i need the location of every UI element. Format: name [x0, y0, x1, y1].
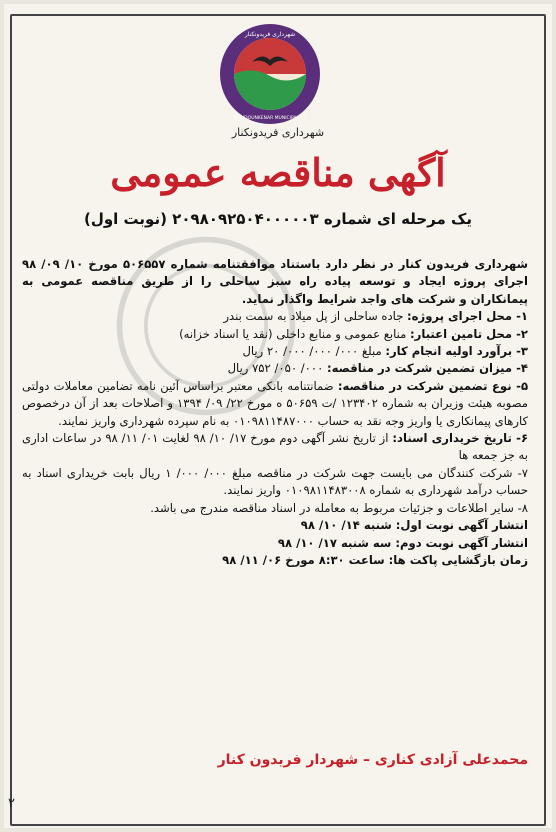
publish-item	[22, 552, 528, 569]
condition-item-text: ۷- شرکت کنندگان می بایست جهت شرکت در مناقصه مبلغ ۰۰۰/ ۰۰۰/ ۱ ریال بابت خریداری اسناد به حساب درآمد شهرداری به شماره ۰۱۰۹۸۱۱۴۸۳۰۰۸ واریز نمایند.	[22, 465, 529, 498]
publish-item	[22, 517, 528, 534]
ad-body	[22, 256, 528, 569]
signature: محمدعلی آزادی کناری – شهردار فریدون کنار	[217, 752, 528, 768]
condition-item-text: ضمانتنامه بانکی معتبر براساس آئین نامه تضامین معاملات دولتی مصوبه هیئت وزیران به شماره ۱۲۳۴۰۲ /ت ۵۰۶۵۹ ه مورخ ۲۲/ ۰۹/ ۱۳۹۴ و اصلاحات بعد از آن درخصوص کارهای پیمانکاری یا واریز وجه نقد به حساب ۰۱۰۹۸۱۱۴۸۷۰۰۰ به نام سپرده شهرداری واریز نمایند.	[22, 378, 529, 428]
publish-item-text: شنبه ۱۴/ ۱۰/ ۹۸	[300, 518, 396, 533]
publish-item-label: زمان بازگشایی پاکت ها:	[388, 552, 528, 567]
condition-item-label: ۶- تاریخ خریداری اسناد:	[392, 431, 529, 446]
condition-item-text: از تاریخ نشر آگهی دوم مورخ ۱۷/ ۱۰/ ۹۸ لغایت ۰۱/ ۱۱/ ۹۸ در ساعات اداری به جز جمعه ها	[22, 431, 528, 463]
condition-item-label: ۵- نوع تضمین شرکت در مناقصه:	[337, 378, 529, 393]
publish-dates	[22, 517, 528, 569]
condition-item-text: ۰۰۰/ ۰۵۰/ ۷۵۲ ریال	[227, 361, 328, 376]
publish-item-label: انتشار آگهی نوبت دوم:	[395, 535, 528, 550]
publish-item-label: انتشار آگهی نوبت اول:	[395, 518, 528, 533]
publish-item-text: سه شنبه ۱۷/ ۱۰/ ۹۸	[277, 535, 396, 550]
condition-item	[22, 430, 528, 465]
condition-item	[22, 326, 528, 343]
condition-item	[22, 378, 528, 430]
intro-paragraph: شهرداری فریدون کنار در نظر دارد باستناد موافقتنامه شماره ۵۰۶۵۵۷ مورخ ۱۰/ ۰۹/ ۹۸ اجرای پروژه ایجاد و توسعه پیاده راه سبز ساحلی را از طریق مناقصه عمومی به پیمانکاران و شرکت های واجد شرایط واگذار نماید.	[22, 257, 528, 306]
condition-item-label: ۱- محل اجرای پروژه:	[407, 309, 528, 324]
condition-item	[22, 500, 528, 517]
condition-item	[22, 360, 528, 377]
page-mark: ۲	[8, 796, 15, 811]
condition-item	[22, 465, 528, 500]
condition-item	[22, 343, 528, 360]
condition-item-label: ۴- میزان تضمین شرکت در مناقصه:	[327, 361, 528, 376]
condition-item-label: ۳- برآورد اولیه انجام کار:	[385, 344, 528, 359]
conditions-list	[22, 308, 528, 517]
ad-title: آگهی مناقصه عمومی	[110, 150, 446, 195]
condition-item-text: ۸- سایر اطلاعات و جزئیات مربوط به معامله در اسناد مناقصه مندرج می باشد.	[150, 500, 528, 515]
logo-text-fa: شهرداری فریدونکنار	[244, 31, 296, 38]
municipality-name: شهرداری فریدونکنار	[231, 126, 325, 139]
condition-item-text: منابع عمومی و منابع داخلی (نقد یا اسناد خزانه)	[179, 326, 411, 341]
condition-item-text: جاده ساحلی از پل میلاد به سمت بندر	[223, 309, 408, 324]
publish-item-text: ساعت ۸:۳۰ مورخ ۰۶/ ۱۱/ ۹۸	[222, 552, 389, 567]
ad-subtitle: یک مرحله ای شماره ۲۰۹۸۰۹۲۵۰۴۰۰۰۰۰۳ (نوبت اول)	[83, 210, 473, 228]
publish-item	[22, 535, 528, 552]
condition-item	[22, 308, 528, 325]
condition-item-label: ۲- محل تامین اعتبار:	[410, 326, 528, 341]
condition-item-text: مبلغ ۰۰۰/ ۰۰۰/ ۰۰۰/ ۲۰ ریال	[242, 344, 386, 359]
logo-text-en: PERIDOUNKENAR MUNICIPALITY	[234, 116, 306, 121]
municipality-logo	[218, 22, 322, 126]
